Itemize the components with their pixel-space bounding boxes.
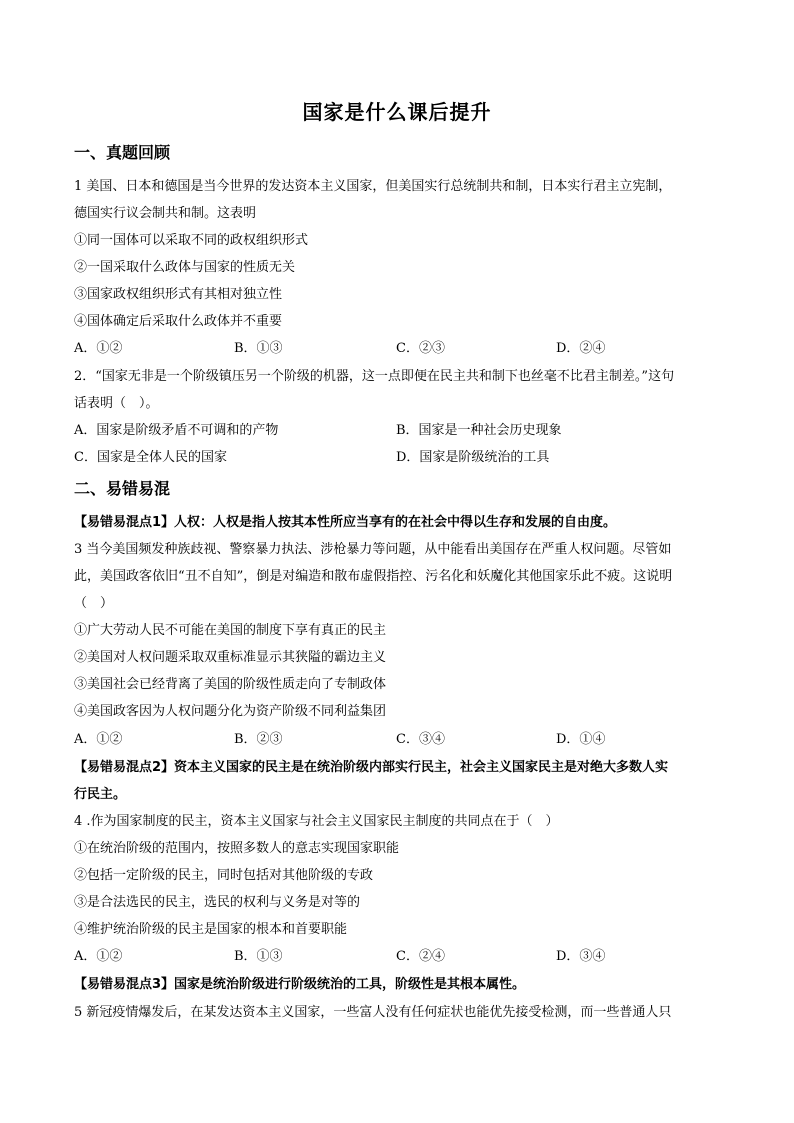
q1-option-b[interactable]: B．①③ — [234, 341, 283, 356]
q4-option-a[interactable]: A．①② — [74, 949, 123, 964]
q2-option-c[interactable]: C．国家是全体人民的国家 — [74, 450, 227, 465]
q1-option-c[interactable]: C．②③ — [396, 341, 445, 356]
q3-statement-4: ④美国政客因为人权问题分化为资产阶级不同利益集团 — [74, 704, 387, 719]
q5-stem-line1: 5 新冠疫情爆发后，在某发达资本主义国家，一些富人没有任何症状也能优先接受检测，而一些普通人只 — [74, 1005, 672, 1020]
tip-3: 【易错易混点3】国家是统治阶级进行阶级统治的工具，阶级性是其根本属性。 — [74, 977, 526, 992]
q1-stem-line2: 德国实行议会制共和制。这表明 — [74, 206, 257, 221]
tip-2-line1: 【易错易混点2】资本主义国家的民主是在统治阶级内部实行民主，社会主义国家民主是对绝大多数人实 — [74, 760, 669, 775]
q3-statement-3: ③美国社会已经背离了美国的阶级性质走向了专制政体 — [74, 677, 387, 692]
tip-2-line2: 行民主。 — [74, 787, 127, 802]
q3-statement-2: ②美国对人权问题采取双重标准显示其狭隘的霸边主义 — [74, 650, 387, 665]
section-heading-common-mistakes: 二、易错易混 — [74, 479, 171, 498]
q4-statement-2: ②包括一定阶级的民主，同时包括对其他阶级的专政 — [74, 868, 374, 883]
q4-statement-3: ③是合法选民的民主，选民的权利与义务是对等的 — [74, 895, 361, 910]
q3-stem-line3: （ ） — [74, 596, 114, 611]
q4-statement-1: ①在统治阶级的范围内，按照多数人的意志实现国家职能 — [74, 841, 400, 856]
q3-option-a[interactable]: A．①② — [74, 732, 123, 747]
q3-option-b[interactable]: B．②③ — [234, 732, 283, 747]
q2-option-a[interactable]: A．国家是阶级矛盾不可调和的产物 — [74, 423, 279, 438]
q2-option-d[interactable]: D．国家是阶级统治的工具 — [396, 450, 550, 465]
q3-option-c[interactable]: C．③④ — [396, 732, 445, 747]
q2-option-b[interactable]: B．国家是一种社会历史现象 — [396, 423, 562, 438]
q4-option-d[interactable]: D．③④ — [556, 949, 606, 964]
q1-statement-2: ②一国采取什么政体与国家的性质无关 — [74, 260, 296, 275]
page-title: 国家是什么课后提升 — [302, 100, 492, 124]
q4-stem: 4 .作为国家制度的民主，资本主义国家与社会主义国家民主制度的共同点在于（ ） — [74, 814, 559, 829]
q3-statement-1: ①广大劳动人民不可能在美国的制度下享有真正的民主 — [74, 623, 387, 638]
q1-statement-4: ④国体确定后采取什么政体并不重要 — [74, 314, 283, 329]
q4-statement-4: ④维护统治阶级的民主是国家的根本和首要职能 — [74, 922, 348, 937]
tip-1: 【易错易混点1】人权：人权是指人按其本性所应当享有的在社会中得以生存和发展的自由度。 — [74, 515, 617, 530]
q3-option-d[interactable]: D．①④ — [556, 732, 606, 747]
q4-option-b[interactable]: B．①③ — [234, 949, 283, 964]
q4-option-c[interactable]: C．②④ — [396, 949, 445, 964]
q1-option-d[interactable]: D．②④ — [556, 341, 606, 356]
q1-stem-line1: 1 美国、日本和德国是当今世界的发达资本主义国家，但美国实行总统制共和制，日本实行君主立宪制， — [74, 179, 672, 194]
q1-statement-3: ③国家政权组织形式有其相对独立性 — [74, 287, 283, 302]
q3-stem-line2: 此，美国政客依旧“丑不自知”，倒是对编造和散布虚假指控、污名化和妖魔化其他国家乐此不疲。这说明 — [74, 569, 673, 584]
q2-stem-line1: 2．“国家无非是一个阶级镇压另一个阶级的机器，这一点即便在民主共和制下也丝毫不比君主制差。”这句 — [74, 369, 675, 384]
q1-statement-1: ①同一国体可以采取不同的政权组织形式 — [74, 233, 309, 248]
q3-stem-line1: 3 当今美国频发种族歧视、警察暴力执法、涉枪暴力等问题，从中能看出美国存在严重人权问题。尽管如 — [74, 542, 672, 557]
q1-option-a[interactable]: A．①② — [74, 341, 123, 356]
q2-stem-line2: 话表明（ ）。 — [74, 396, 159, 411]
section-heading-review: 一、真题回顾 — [74, 143, 171, 162]
